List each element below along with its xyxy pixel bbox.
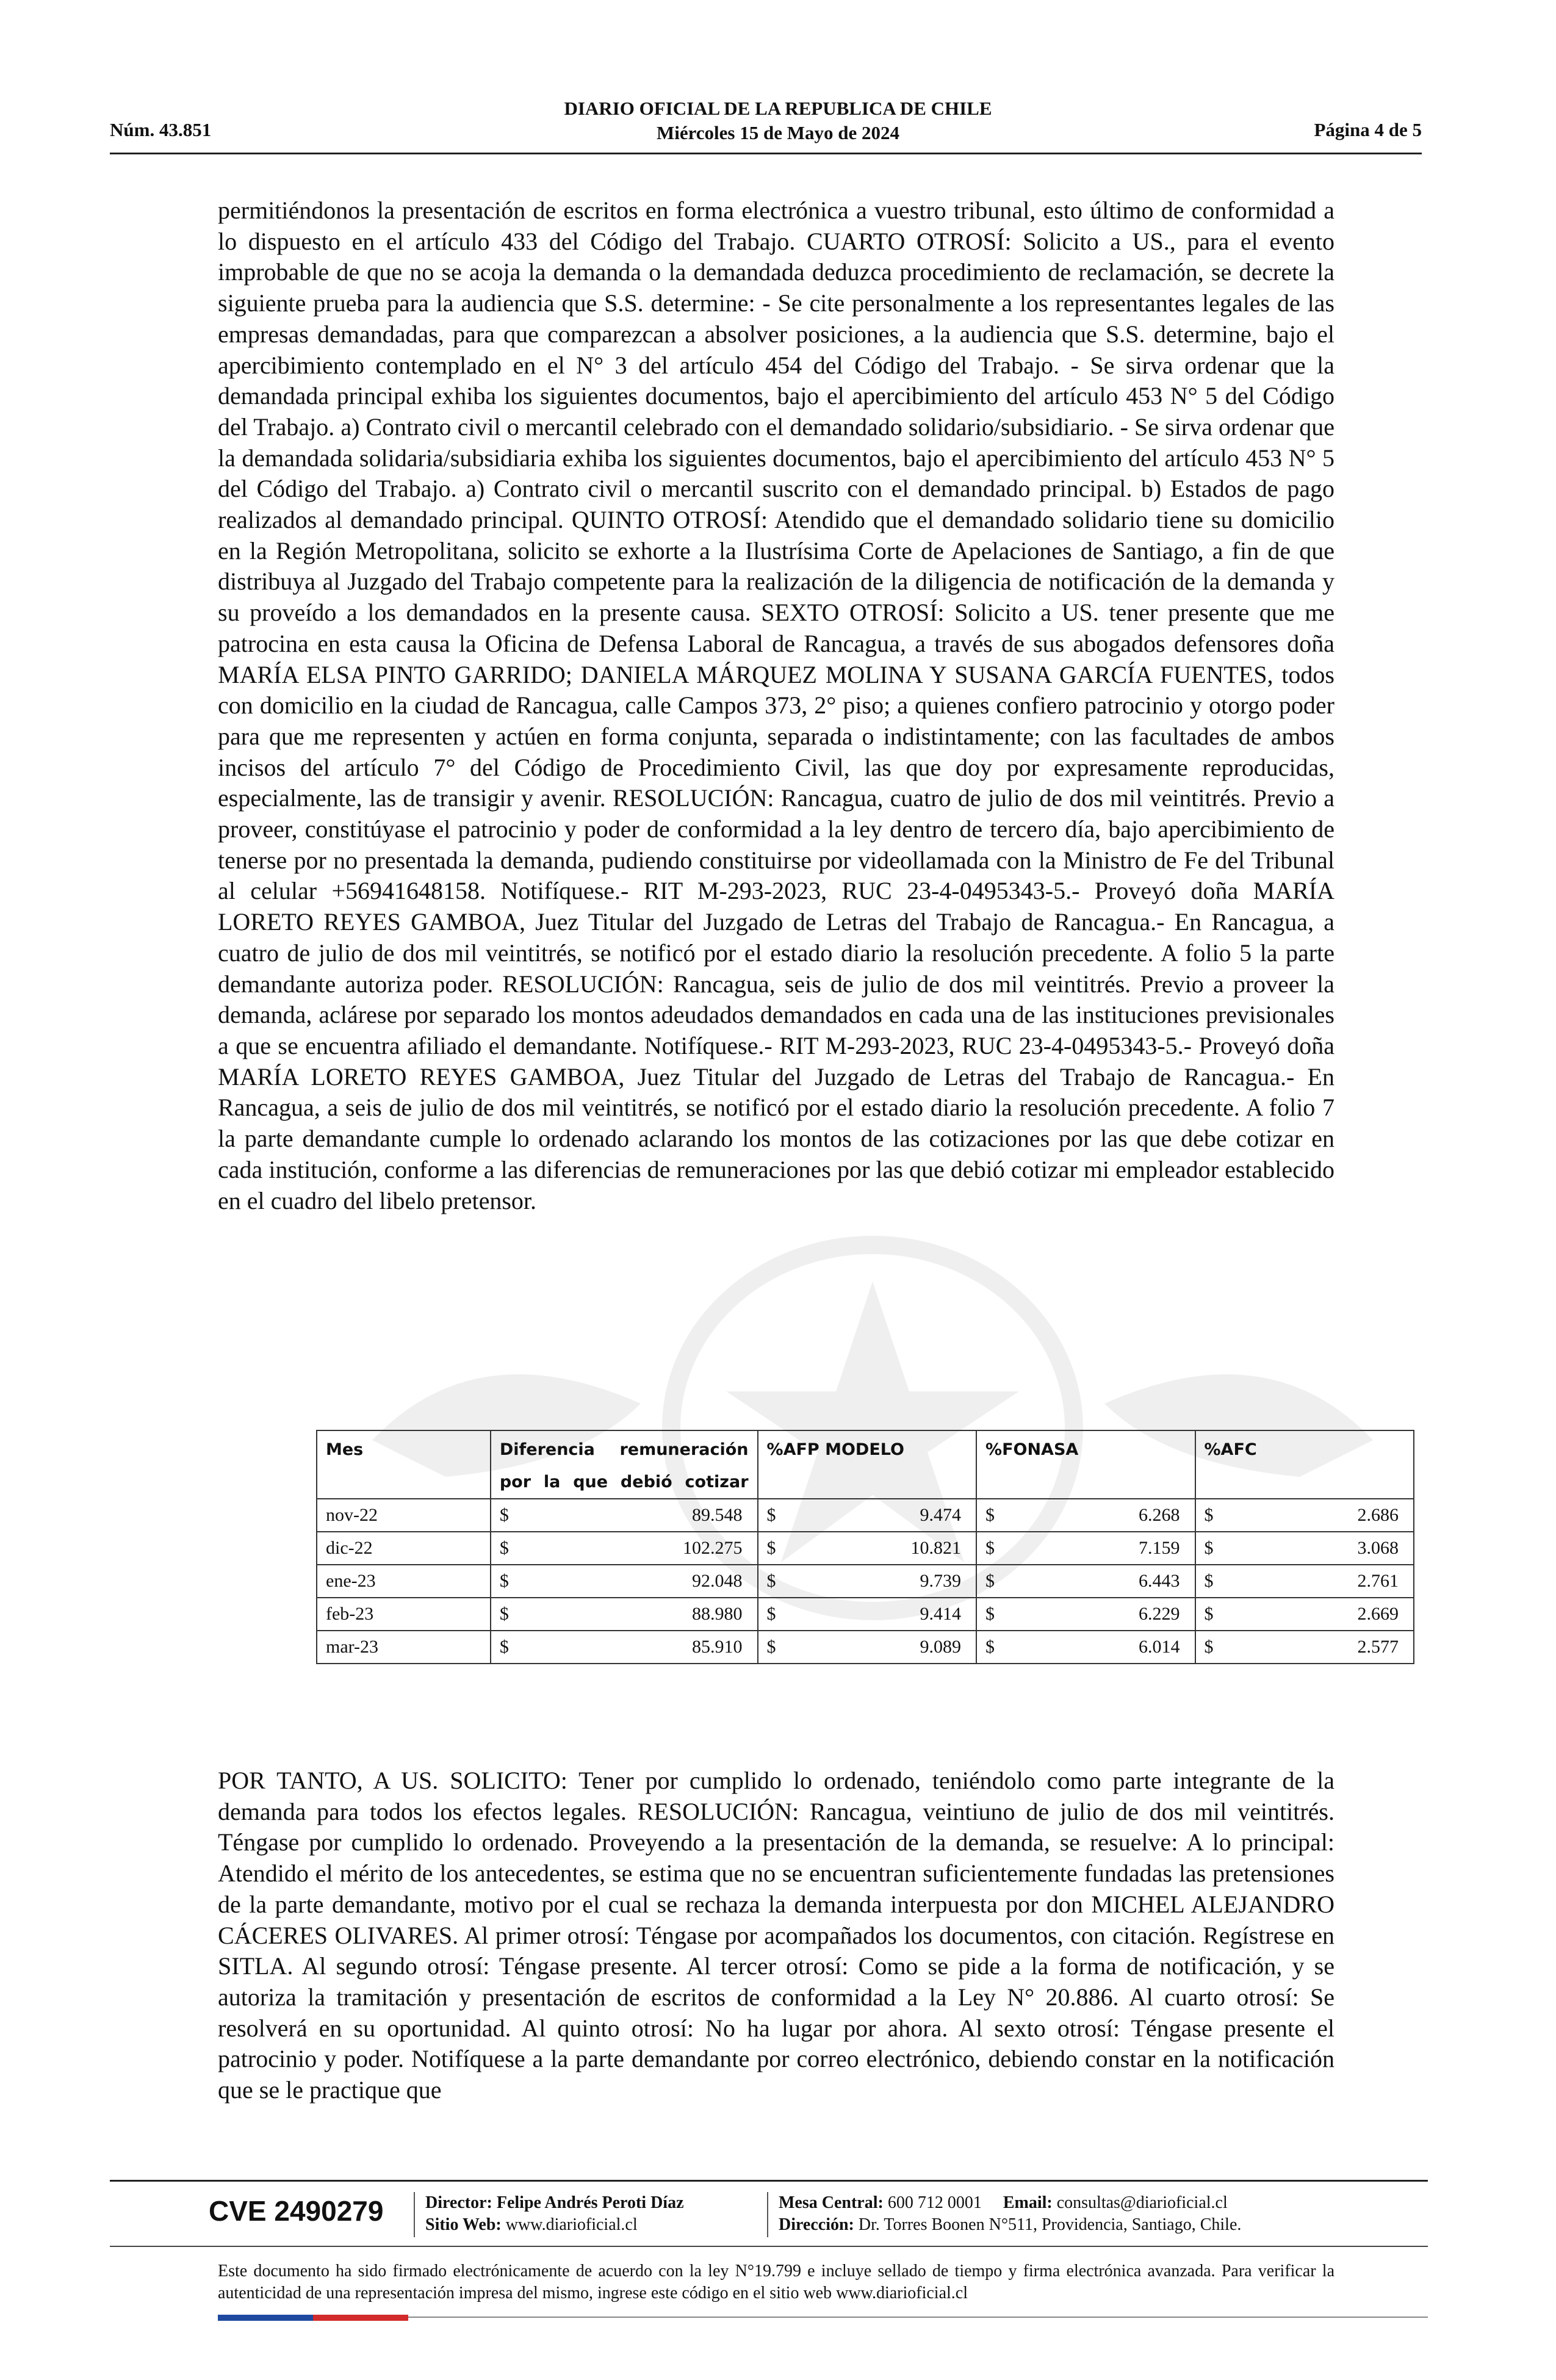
cell-afp: $ 10.821	[758, 1532, 976, 1565]
mesa-phone: 600 712 0001	[887, 2193, 982, 2212]
cell-diferencia: $ 92.048	[491, 1565, 758, 1598]
cell-mes: nov-22	[317, 1499, 491, 1532]
cell-fonasa: $ 7.159	[976, 1532, 1195, 1565]
cell-afc: $ 3.068	[1195, 1532, 1414, 1565]
publication-date: Miércoles 15 de Mayo de 2024	[656, 122, 900, 143]
website-label: Sitio Web:	[425, 2215, 502, 2234]
table-row	[317, 1565, 1414, 1598]
footer-director-block	[425, 2192, 684, 2236]
footer-contact-block	[779, 2192, 1241, 2236]
table-row	[317, 1631, 1414, 1664]
address-label: Dirección:	[779, 2215, 854, 2234]
director-name: Felipe Andrés Peroti Díaz	[496, 2193, 684, 2212]
publication-title: DIARIO OFICIAL DE LA REPUBLICA DE CHILE	[564, 98, 992, 119]
issue-number: Núm. 43.851	[110, 119, 212, 140]
cell-fonasa: $ 6.268	[976, 1499, 1195, 1532]
cell-diferencia: $ 85.910	[491, 1631, 758, 1664]
table-row	[317, 1598, 1414, 1631]
cve-code: CVE 2490279	[209, 2195, 384, 2227]
cell-afc: $ 2.577	[1195, 1631, 1414, 1664]
cell-afp: $ 9.089	[758, 1631, 976, 1664]
cell-afc: $ 2.669	[1195, 1598, 1414, 1631]
email-link[interactable]: consultas@diarioficial.cl	[1056, 2193, 1228, 2212]
website-link[interactable]: www.diarioficial.cl	[505, 2215, 638, 2234]
cell-afp: $ 9.474	[758, 1499, 976, 1532]
flag-stripe	[218, 2315, 408, 2321]
flag-red-segment	[313, 2315, 408, 2321]
col-header-fonasa: %FONASA	[976, 1430, 1195, 1499]
cell-diferencia: $ 88.980	[491, 1598, 758, 1631]
body-paragraph-1: permitiéndonos la presentación de escritos en forma electrónica a vuestro tribunal, esto último de conformidad a lo dispuesto en el artículo 433 del Código del Trabajo. CUARTO OTROSÍ: Solicito a US., para el evento improbable de que no se acoja la demanda o la demandada deduzca procedimiento de reclamación, se decrete la siguiente prueba para la audiencia que S.S. determine: - Se cite personalmente a los representantes legales de las empresas demandadas, para que comparezcan a absolver posiciones, a la audiencia que S.S. determine, bajo el apercibimiento contemplado en el N° 3 del artículo 454 del Código del Trabajo. - Se sirva ordenar que la demandada principal exhiba los siguientes documentos, bajo el apercibimiento del artículo 453 N° 5 del Código del Trabajo. a) Contrato civil o mercantil celebrado con el demandado solidario/subsidiario. - Se sirva ordenar que la demandada solidaria/subsidiaria exhiba los siguientes documentos, bajo el apercibimiento del artículo 453 N° 5 del Código del Trabajo. a) Contrato civil o mercantil suscrito con el demandado principal. b) Estados de pago realizados al demandado principal. QUINTO OTROSÍ: Atendido que el demandado solidario tiene su domicilio en la Región Metropolitana, solicito se exhorte a la Ilustrísima Corte de Apelaciones de Santiago, a fin de que distribuya al Juzgado del Trabajo competente para la realización de la diligencia de notificación de la demanda y su proveído a los demandados en la presente causa. SEXTO OTROSÍ: Solicito a US. tener presente que me patrocina en esta causa la Oficina de Defensa Laboral de Rancagua, a través de sus abogados defensores doña MARÍA ELSA PINTO GARRIDO; DANIELA MÁRQUEZ MOLINA Y SUSANA GARCÍA FUENTES, todos con domicilio en la ciudad de Rancagua, calle Campos 373, 2° piso; a quienes confiero patrocinio y otorgo poder para que me representen y actúen en forma conjunta, separada o indistintamente; con las facultades de ambos incisos del artículo 7° del Código de Procedimiento Civil, las que doy por expresamente reproducidas, especialmente, las de transigir y avenir. RESOLUCIÓN: Rancagua, cuatro de julio de dos mil veintitrés. Previo a proveer, constitúyase el patrocinio y poder de conformidad a la ley dentro de tercero día, bajo apercibimiento de tenerse por no presentada la demanda, pudiendo constituirse por videollamada con la Ministro de Fe del Tribunal al celular +56941648158. Notifíquese.- RIT M-293-2023, RUC 23-4-0495343-5.- Proveyó doña MARÍA LORETO REYES GAMBOA, Juez Titular del Juzgado de Letras del Trabajo de Rancagua.- En Rancagua, a cuatro de julio de dos mil veintitrés, se notificó por el estado diario la resolución precedente. A folio 5 la parte demandante autoriza poder. RESOLUCIÓN: Rancagua, seis de julio de dos mil veintitrés. Previo a proveer la demanda, aclárese por separado los montos adeudados demandados en cada una de las instituciones previsionales a que se encuentra afiliado el demandante. Notifíquese.- RIT M-293-2023, RUC 23-4-0495343-5.- Proveyó doña MARÍA LORETO REYES GAMBOA, Juez Titular del Juzgado de Letras del Trabajo de Rancagua.- En Rancagua, a seis de julio de dos mil veintitrés, se notificó por el estado diario la resolución precedente. A folio 7 la parte demandante cumple lo ordenado aclarando los montos de las cotizaciones por las que debe cotizar en cada institución, conforme a las diferencias de remuneraciones por las que debió cotizar mi empleador establecido en el cuadro del libelo pretensor.	[218, 197, 1334, 1214]
footer-separator	[767, 2192, 768, 2237]
cell-mes: feb-23	[317, 1598, 491, 1631]
cell-fonasa: $ 6.443	[976, 1565, 1195, 1598]
header-divider	[110, 153, 1422, 154]
footer-divider-top	[110, 2180, 1428, 2182]
col-header-afp: %AFP MODELO	[758, 1430, 976, 1499]
cell-afp: $ 9.739	[758, 1565, 976, 1598]
table-row	[317, 1532, 1414, 1565]
contributions-table	[316, 1430, 1414, 1664]
cell-mes: mar-23	[317, 1631, 491, 1664]
cell-afp: $ 9.414	[758, 1598, 976, 1631]
flag-blue-segment	[218, 2315, 313, 2321]
cell-afc: $ 2.761	[1195, 1565, 1414, 1598]
body-paragraph-2: POR TANTO, A US. SOLICITO: Tener por cumplido lo ordenado, teniéndolo como parte integrante de la demanda para todos los efectos legales. RESOLUCIÓN: Rancagua, veintiuno de julio de dos mil veintitrés. Téngase por cumplido lo ordenado. Proveyendo a la presentación de la demanda, se resuelve: A lo principal: Atendido el mérito de los antecedentes, se estima que no se encuentran suficientemente fundadas las pretensiones de la parte demandante, motivo por el cual se rechaza la demanda interpuesta por don MICHEL ALEJANDRO CÁCERES OLIVARES. Al primer otrosí: Téngase por acompañados los documentos, con citación. Regístrese en SITLA. Al segundo otrosí: Téngase presente. Al tercer otrosí: Como se pide a la forma de notificación, y se autoriza la tramitación y presentación de escritos de conformidad a la Ley N° 20.886. Al cuarto otrosí: Se resolverá en su oportunidad. Al quinto otrosí: No ha lugar por ahora. Al sexto otrosí: Téngase presente el patrocinio y poder. Notifíquese a la parte demandante por correo electrónico, debiendo constar en la notificación que se le practique que	[218, 1767, 1334, 2104]
cell-diferencia: $ 102.275	[491, 1532, 758, 1565]
col-header-diferencia: Diferencia remuneración por la que debió cotizar	[491, 1430, 758, 1499]
address-text: Dr. Torres Boonen N°511, Providencia, Santiago, Chile.	[858, 2215, 1242, 2234]
cell-mes: ene-23	[317, 1565, 491, 1598]
email-label: Email:	[1003, 2193, 1053, 2212]
signature-note: Este documento ha sido firmado electrónicamente de acuerdo con la ley N°19.799 e incluye sellado de tiempo y firma electrónica avanzada. Para verificar la autenticidad de una representación impresa del mismo, ingrese este código en el sitio web www.diarioficial.cl	[218, 2262, 1334, 2302]
table-row	[317, 1499, 1414, 1532]
cell-mes: dic-22	[317, 1532, 491, 1565]
cell-diferencia: $ 89.548	[491, 1499, 758, 1532]
cell-afc: $ 2.686	[1195, 1499, 1414, 1532]
mesa-label: Mesa Central:	[779, 2193, 884, 2212]
col-header-afc: %AFC	[1195, 1430, 1414, 1499]
footer-separator	[414, 2192, 415, 2237]
page-number: Página 4 de 5	[1314, 119, 1422, 140]
col-header-mes: Mes	[317, 1430, 491, 1499]
table-header-row	[317, 1430, 1414, 1499]
cell-fonasa: $ 6.014	[976, 1631, 1195, 1664]
footer-divider-mid	[110, 2246, 1428, 2247]
director-label: Director:	[425, 2193, 492, 2212]
cell-fonasa: $ 6.229	[976, 1598, 1195, 1631]
footer-divider-bottom	[408, 2317, 1428, 2318]
